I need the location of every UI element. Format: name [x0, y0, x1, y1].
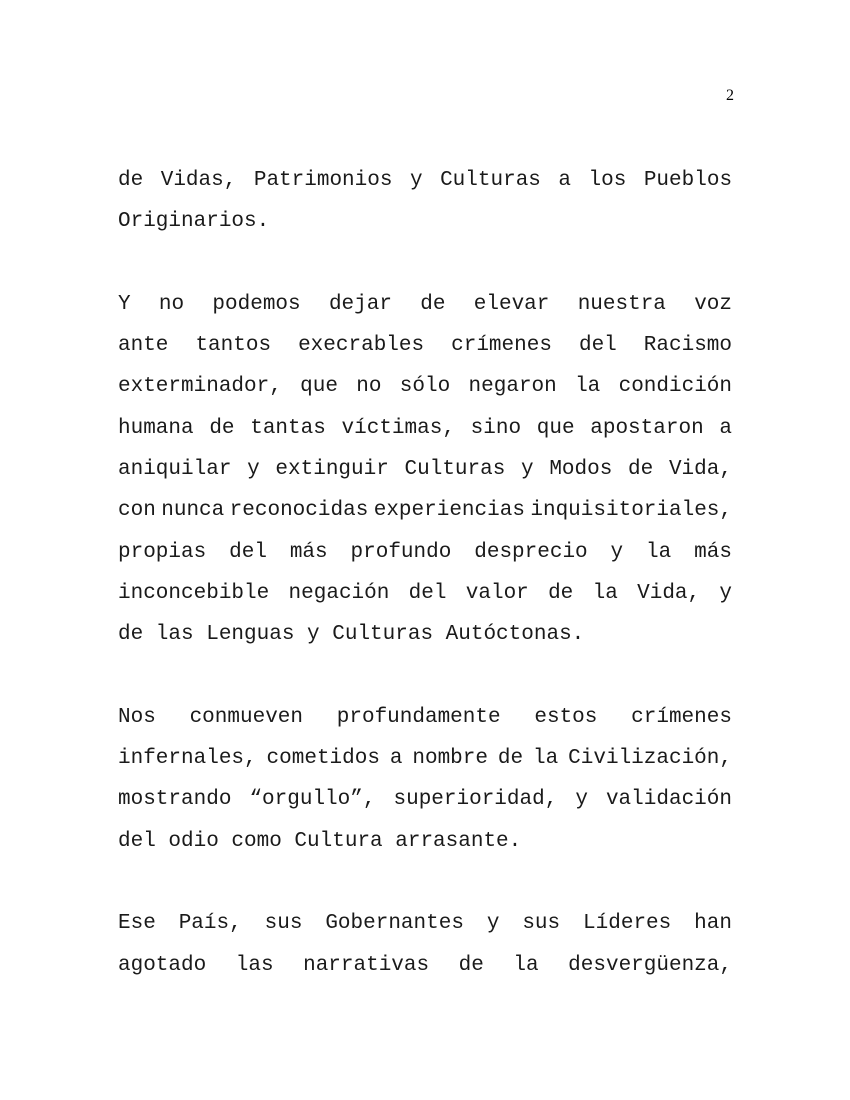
text-line: Nos conmueven profundamente estos crímenes: [118, 705, 732, 729]
page-number: 2: [726, 87, 734, 104]
text-line: agotado las narrativas de la desvergüenza,: [118, 953, 732, 977]
text-line: exterminador, que no sólo negaron la condición: [118, 375, 733, 399]
body-text: [118, 160, 732, 1027]
paragraph-3: [118, 697, 732, 862]
text-line: propias del más profundo desprecio y la más: [118, 540, 732, 564]
text-line: infernales, cometidos a nombre de la Civilización,: [118, 747, 732, 771]
text-line: de las Lenguas y Culturas Autóctonas.: [118, 623, 585, 647]
text-line: Y no podemos dejar de elevar nuestra voz: [118, 292, 733, 316]
text-line: humana de tantas víctimas, sino que apostaron a: [118, 416, 732, 440]
text-line: inconcebible negación del valor de la Vida, y: [118, 581, 733, 605]
text-line: Originarios.: [118, 210, 270, 234]
paragraph-4: [118, 903, 732, 986]
text-line: ante tantos execrables crímenes del Racismo: [118, 334, 733, 358]
paragraph-2: [118, 284, 732, 656]
text-line: con nunca reconocidas experiencias inquisitoriales,: [118, 499, 733, 523]
text-line: aniquilar y extinguir Culturas y Modos de Vida,: [118, 458, 732, 482]
paragraph-1: [118, 160, 732, 243]
text-line: del odio como Cultura arrasante.: [118, 829, 522, 853]
text-line: de Vidas, Patrimonios y Culturas a los Pueblos: [118, 169, 733, 192]
text-line: mostrando “orgullo”, superioridad, y validación: [118, 788, 732, 812]
text-line: Ese País, sus Gobernantes y sus Líderes han: [118, 912, 732, 936]
